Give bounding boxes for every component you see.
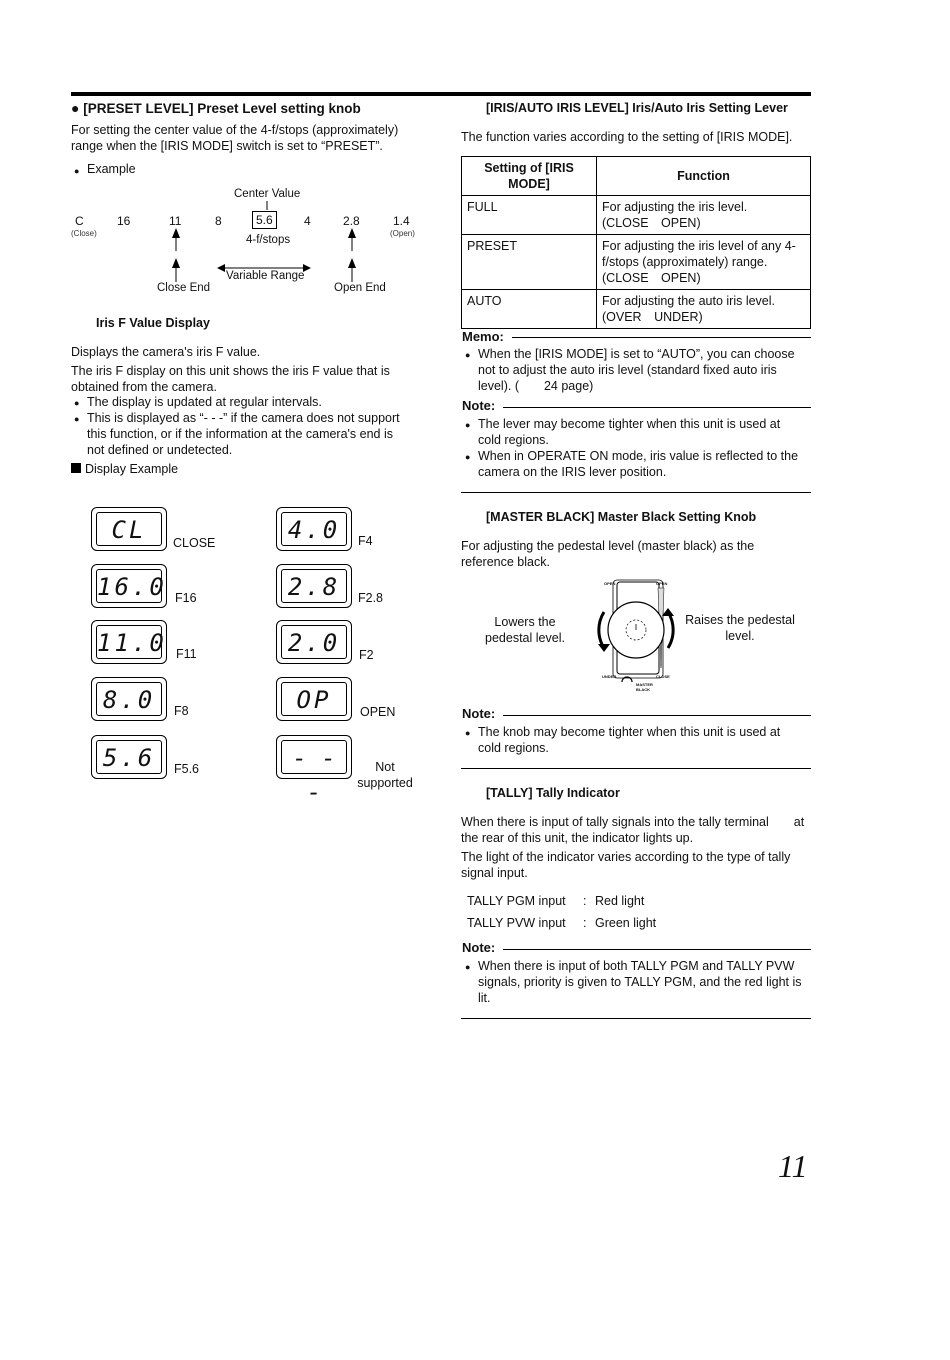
- note3-heading: Note:: [462, 940, 496, 955]
- knob-label-under: UNDER: [602, 674, 617, 679]
- lcd-f2-8: 2.8: [276, 564, 352, 608]
- iris-lever-title: [IRIS/AUTO IRIS LEVEL] Iris/Auto Iris Setting Lever: [486, 101, 788, 115]
- scale-4: 4: [304, 214, 311, 228]
- master-black-title: [MASTER BLACK] Master Black Setting Knob: [486, 510, 757, 524]
- master-black-description: For adjusting the pedestal level (master black) as the reference black.: [461, 539, 755, 569]
- memo-content: ● When the [IRIS MODE] is set to “AUTO”, you can choose not to adjust the auto iris level (standard fixed auto iris level). ( 24 page): [478, 346, 813, 394]
- scale-2-8: 2.8: [343, 214, 360, 228]
- preset-level-heading: [71, 100, 361, 116]
- lcd-not-supported: - - -: [276, 735, 352, 779]
- variable-range-label: Variable Range: [226, 270, 305, 282]
- lcd-label-f4: F4: [358, 534, 373, 548]
- memo-rule: [512, 337, 811, 338]
- master-black-knob-illustration: [592, 578, 682, 696]
- note3-rule: [503, 949, 811, 950]
- top-rule: [71, 92, 811, 96]
- note1-heading: Note:: [462, 398, 496, 413]
- bullet-not-supported: ● This is displayed as “- - -” if the camera does not support: [87, 410, 427, 426]
- lcd-label-open: OPEN: [360, 705, 396, 719]
- lcd-open: OP: [276, 677, 352, 721]
- tally-title: [TALLY] Tally Indicator: [486, 786, 620, 800]
- tally-pvw-row: TALLY PVW input : Green light: [467, 916, 657, 930]
- note2-rule: [503, 715, 811, 716]
- iris-f-description: Displays the camera's iris F value. The iris F display on this unit shows the iris F value that is obtained from the camera.: [71, 345, 390, 394]
- bullet-updated: ● The display is updated at regular intervals.: [87, 394, 427, 410]
- preset-level-description: For setting the center value of the 4-f/stops (approximately) range when the [IRIS MODE] switch is set to “PRESET”.: [71, 123, 399, 153]
- tally-pgm-row: TALLY PGM input : Red light: [467, 894, 645, 908]
- lcd-close: CL: [91, 507, 167, 551]
- table-row: AUTO For adjusting the auto iris level. (OVER UNDER): [462, 290, 811, 329]
- display-example-heading: Display Example: [71, 461, 178, 477]
- center-value-label: Center Value: [234, 188, 301, 200]
- note2-content: ● The knob may become tighter when this unit is used at cold regions.: [478, 724, 813, 756]
- scale-16: 16: [117, 214, 131, 228]
- lcd-f5-6: 5.6: [91, 735, 167, 779]
- knob-label-master-black: MASTER BLACK: [636, 682, 653, 692]
- lcd-label-f11: F11: [176, 647, 197, 661]
- preset-range-diagram: [71, 186, 431, 296]
- close-end-label: Close End: [157, 282, 211, 294]
- lcd-label-f16: F16: [175, 591, 197, 605]
- scale-c: C: [75, 214, 84, 228]
- iris-lever-description: The function varies according to the setting of [IRIS MODE].: [461, 130, 793, 144]
- note1-rule: [503, 407, 811, 408]
- note2-heading: Note:: [462, 706, 496, 721]
- note3-content: ● When there is input of both TALLY PGM and TALLY PVW signals, priority is given to TALLY PGM, and the red light is lit.: [478, 958, 813, 1006]
- tally-description: When there is input of tally signals into the tally terminal at the rear of this unit, the indicator lights up. The light of the indicator varies according to the type of tally signal input.: [461, 815, 805, 880]
- four-stops-label: 4-f/stops: [246, 234, 291, 246]
- lcd-f16: 16.0: [91, 564, 167, 608]
- scale-11: 11: [169, 214, 182, 228]
- iris-mode-table: [461, 156, 811, 329]
- knob-label-open-left: OPEN: [604, 581, 616, 586]
- table-header-row: [462, 157, 811, 196]
- separator: [461, 1018, 811, 1019]
- lcd-label-f8: F8: [174, 704, 189, 718]
- open-end-label: Open End: [334, 282, 386, 294]
- example-label: ● Example: [87, 161, 136, 177]
- scale-8: 8: [215, 214, 222, 228]
- lcd-label-f5-6: F5.6: [174, 762, 200, 776]
- note1-content: ● The lever may become tighter when this unit is used at cold regions. ● When in OPERATE ON mode, iris value is reflected to the camera on the IRIS lever position.: [478, 416, 813, 480]
- lcd-f11: 11.0: [91, 620, 167, 664]
- separator: [461, 492, 811, 493]
- filled-circle-icon: ●: [71, 100, 80, 116]
- lcd-label-close: CLOSE: [173, 536, 216, 550]
- scale-1-4: 1.4: [393, 214, 410, 228]
- lcd-f2: 2.0: [276, 620, 352, 664]
- open-small-label: (Open): [390, 229, 415, 238]
- scale-5-6-center: 5.6: [252, 211, 277, 229]
- lcd-f4: 4.0: [276, 507, 352, 551]
- page-number: 11: [778, 1148, 808, 1184]
- knob-label-close: CLOSE: [656, 674, 670, 679]
- table-row: FULL For adjusting the iris level. (CLOSE OPEN): [462, 196, 811, 235]
- lcd-f8: 8.0: [91, 677, 167, 721]
- separator: [461, 768, 811, 769]
- close-small-label: (Close): [71, 229, 97, 238]
- lcd-label-f2-8: F2.8: [358, 591, 384, 605]
- table-header-setting: Setting of [IRIS MODE]: [462, 157, 597, 196]
- filled-square-icon: [71, 463, 81, 473]
- memo-heading: Memo:: [462, 329, 504, 344]
- raises-pedestal-label: Raises the pedestal level.: [685, 613, 795, 643]
- iris-f-value-title: Iris F Value Display: [96, 316, 210, 330]
- knob-label-open-right: OPEN: [656, 581, 668, 586]
- table-header-function: Function: [597, 157, 811, 196]
- lowers-pedestal-label: Lowers the pedestal level.: [485, 615, 565, 645]
- lcd-label-not-supported: Not supported: [357, 760, 413, 790]
- iris-f-bullets: ● The display is updated at regular intervals. ● This is displayed as “- - -” if the camera does not support this function, or if the information at the camera's end is not defined or undetected.: [87, 394, 427, 458]
- preset-level-title: [PRESET LEVEL] Preset Level setting knob: [83, 101, 361, 116]
- table-row: PRESET For adjusting the iris level of any 4- f/stops (approximately) range. (CLOSE OPEN): [462, 235, 811, 290]
- lcd-label-f2: F2: [359, 648, 374, 662]
